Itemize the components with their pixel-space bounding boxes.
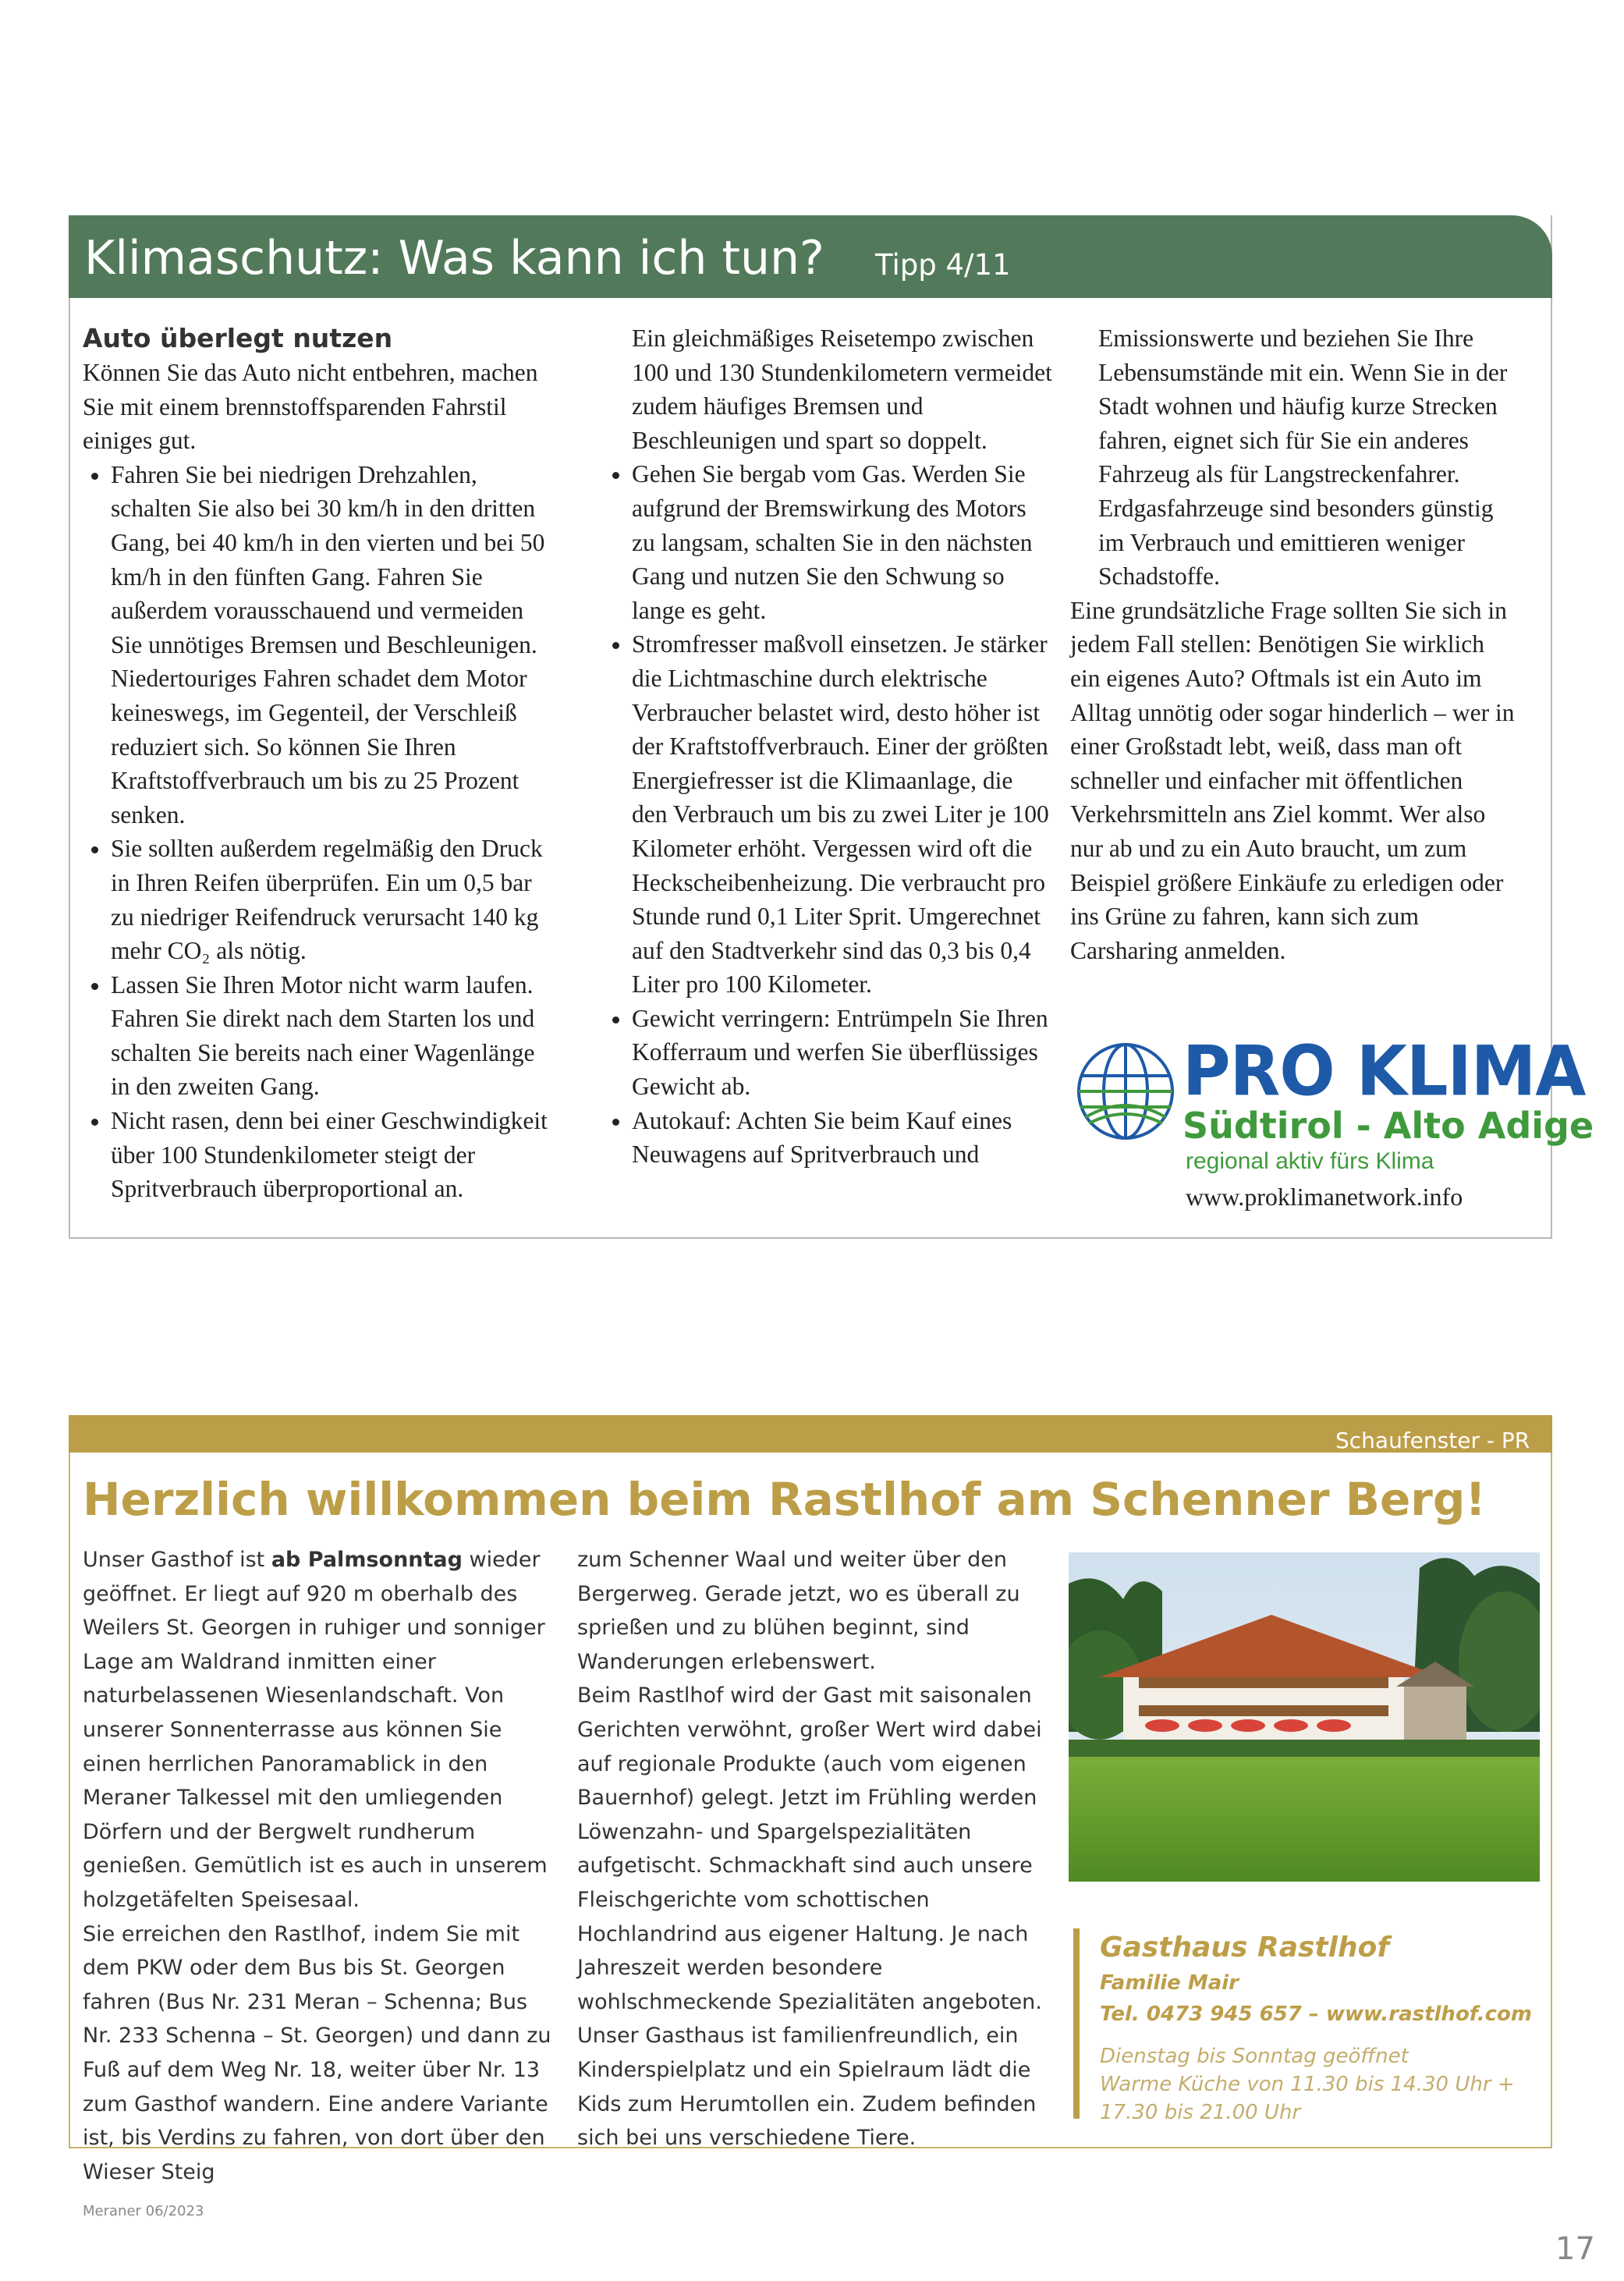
proklima-url: www.proklimanetwork.info [1186, 1183, 1463, 1211]
klima-bullets-1 [83, 458, 552, 1206]
klima-bullet: • Gewicht verringern: Entrümpeln Sie Ihren Kofferraum und werfen Sie überflüssiges Gewicht ab. [632, 1002, 1053, 1104]
issue-label: Meraner 06/2023 [83, 2203, 204, 2219]
klima-column-3 [1070, 321, 1516, 967]
ad-text: wieder geöffnet. Er liegt auf 920 m oberhalb des Weilers St. Georgen in ruhiger und sonniger Lage am Waldrand inmitten einer naturbelassenen Wiesenlandschaft. Von unserer Sonnenterrasse aus können Sie einen herrlichen Panoramablick in den Meraner Talkessel mit den umliegenden Dörfern und der Bergwelt rundherum genießen. Gemütlich ist es auch in unserem holzgetäfelten Speisesaal. [83, 1548, 548, 1912]
klima-bullets-2 [604, 457, 1053, 1171]
klima-continuation: Emissionswerte und beziehen Sie Ihre Lebensumstände mit ein. Wenn Sie in der Stadt wohnen und häufig kurze Strecken fahren, eignet sich für Sie ein anderes Fahrzeug als für Langstreckenfahrer. Erdgasfahrzeuge sind besonders günstig im Verbrauch und emittieren weniger Schadstoffe. [1098, 325, 1508, 591]
klima-bullet: • Gehen Sie bergab vom Gas. Werden Sie aufgrund der Bremswirkung des Motors zu langsam, schalten Sie in den nächsten Gang und nutzen Sie den Schwung so lange es geht. [632, 457, 1053, 627]
klima-continuation: Ein gleichmäßiges Reisetempo zwischen 100 und 130 Stundenkilometern vermeidet zudem häufiges Bremsen und Beschleunigen und spart so doppelt. [632, 325, 1052, 454]
klima-bullet: • Stromfresser maßvoll einsetzen. Je stärker die Lichtmaschine durch elektrische Verbraucher belastet wird, desto höher ist der Kraftstoffverbrauch. Einer der größten Energiefresser ist die Klimaanlage, die den Verbrauch um bis zu zwei Liter je 100 Kilometer erhöht. Vergessen wird oft die Heckscheibenheizung. Die verbraucht pro Stunde rund 0,1 Liter Sprit. Umgerechnet auf den Stadtverkehr sind das 0,3 bis 0,4 Liter pro 100 Kilometer. [632, 627, 1053, 1002]
proklima-logo [1070, 1031, 1594, 1217]
contact-phone-web: Tel. 0473 945 657 – www.rastlhof.com [1100, 2003, 1532, 2026]
proklima-logo-main: PRO KLIMA [1183, 1031, 1586, 1112]
klima-title: Klimaschutz: Was kann ich tun? [84, 231, 824, 286]
klima-bullet: • Sie sollten außerdem regelmäßig den Druck in Ihren Reifen überprüfen. Ein um 0,5 bar zu niedriger Reifendruck verursacht 140 kg mehr CO₂ als nötig. [111, 832, 552, 967]
ad-column-2 [577, 1543, 1055, 2155]
contact-family: Familie Mair [1100, 1971, 1239, 1995]
proklima-logo-sub: Südtirol - Alto Adige [1183, 1105, 1594, 1147]
ad-paragraph: zum Schenner Waal und weiter über den Bergerweg. Gerade jetzt, wo es überall zu sprießen und zu blühen beginnt, sind Wanderungen erlebenswert. [577, 1548, 1020, 1674]
klima-bullet: • Lassen Sie Ihren Motor nicht warm laufen. Fahren Sie direkt nach dem Starten los und schalten Sie bereits nach einer Wagenlänge in den zweiten Gang. [111, 968, 552, 1104]
klima-header-bar [69, 215, 1552, 298]
ad-paragraph: Sie erreichen den Rastlhof, indem Sie mit dem PKW oder dem Bus bis St. Georgen fahren (Bus Nr. 231 Meran – Schenna; Bus Nr. 233 Schenna – St. Georgen) und dann zu Fuß auf dem Weg Nr. 18, weiter über Nr. 13 zum Gasthof wandern. Eine andere Variante ist, bis Verdins zu fahren, von dort über den Wieser Steig [83, 1921, 551, 2184]
klima-subtitle: Auto überlegt nutzen [83, 323, 393, 353]
ad-column-1 [83, 1543, 557, 2189]
klima-bullet: • Autokauf: Achten Sie beim Kauf eines Neuwagens auf Spritverbrauch und [632, 1104, 1053, 1172]
klima-paragraph: Eine grundsätzliche Frage sollten Sie sich in jedem Fall stellen: Benötigen Sie wirklich ein eigenes Auto? Oftmals ist ein Auto im Alltag unnötig oder sogar hinderlich – wer in einer Großstadt lebt, weiß, dass man oft schneller und einfacher mit öffentlichen Verkehrsmitteln ans Ziel kommt. Wer also nur ab und zu ein Auto braucht, um zum Beispiel größere Einkäufe zu erledigen oder ins Grüne zu fahren, kann sich zum Carsharing anmelden. [1070, 596, 1515, 964]
ad-text: Unser Gasthof ist [83, 1548, 271, 1572]
ad-text-bold: ab Palmsonntag [271, 1548, 463, 1572]
ad-contact-box [1073, 1928, 1541, 2124]
contact-name: Gasthaus Rastlhof [1100, 1932, 1390, 1964]
klima-intro: Können Sie das Auto nicht entbehren, machen Sie mit einem brennstoffsparenden Fahrstil einiges gut. [83, 359, 538, 455]
klima-bullet: • Nicht rasen, denn bei einer Geschwindigkeit über 100 Stundenkilometer steigt der Spritverbrauch überproportional an. [111, 1104, 552, 1206]
page-number: 17 [1555, 2231, 1595, 2267]
rastlhof-photo [1069, 1552, 1540, 1882]
proklima-tagline: regional aktiv fürs Klima [1186, 1148, 1434, 1174]
rastlhof-house-image [1069, 1552, 1540, 1882]
klima-column-2 [604, 321, 1053, 1172]
klima-tip-number: Tipp 4/11 [875, 248, 1011, 282]
ad-paragraph [83, 1543, 557, 1917]
klima-column-1 [83, 321, 552, 1206]
contact-opening-days: Dienstag bis Sonntag geöffnet [1100, 2045, 1409, 2068]
globe-icon [1073, 1039, 1178, 1144]
ad-paragraph: Beim Rastlhof wird der Gast mit saisonalen Gerichten verwöhnt, großer Wert wird dabei auf regionale Produkte (auch vom eigenen Bauernhof) gelegt. Jetzt im Frühling werden Löwenzahn- und Spargelspezialitäten aufgetischt. Schmackhaft sind auch unsere Fleischgerichte vom schottischen Hochlandrind aus eigener Haltung. Je nach Jahreszeit werden besondere wohlschmeckende Spezialitäten angeboten. Unser Gasthaus ist familienfreundlich, ein Kinderspielplatz und ein Spielraum lädt die Kids zum Herumtollen ein. Zudem befinden sich bei uns verschiedene Tiere. [577, 1683, 1042, 2151]
klima-bullet: • Fahren Sie bei niedrigen Drehzahlen, schalten Sie also bei 30 km/h in den dritten Gang, bei 40 km/h in den vierten und bei 50 km/h in den fünften Gang. Fahren Sie außerdem vorausschauend und vermeiden Sie unnötiges Bremsen und Beschleunigen. Niedertouriges Fahren schadet dem Motor keineswegs, im Gegenteil, der Verschleiß reduziert sich. So können Sie Ihren Kraftstoffverbrauch um bis zu 25 Prozent senken. [111, 458, 552, 832]
contact-kitchen-hours: Warme Küche von 11.30 bis 14.30 Uhr + 17.30 bis 21.00 Uhr [1100, 2073, 1515, 2124]
ad-title: Herzlich willkommen beim Rastlhof am Schenner Berg! [83, 1473, 1486, 1526]
ad-top-bar [69, 1415, 1552, 1453]
ad-section-label: Schaufenster - PR [1335, 1428, 1530, 1453]
